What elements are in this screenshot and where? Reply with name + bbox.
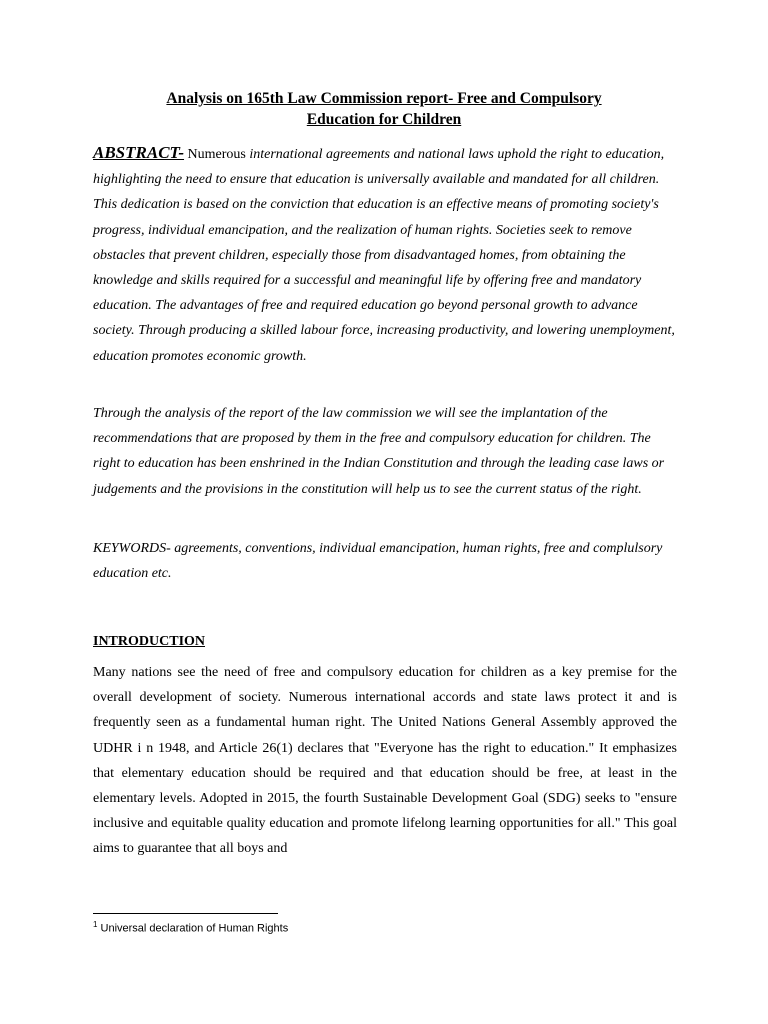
keywords-paragraph: KEYWORDS- agreements, conventions, individual emancipation, human rights, free and complulsory education etc. (93, 541, 663, 582)
footnote-marker: 1 (93, 920, 98, 929)
abstract-first-word: Numerous (184, 147, 250, 162)
abstract-label: ABSTRACT- (93, 143, 185, 162)
abstract-paragraph (93, 140, 677, 369)
analysis-paragraph: Through the analysis of the report of the law commission we will see the implantation of the recommendations that are proposed by them in the free and compulsory education for children. The right to education has been enshrined in the Indian Constitution and through the leading case laws or judgements and the provisions in the constitution will help us to see the current status of the right. (93, 406, 665, 497)
introduction-heading: INTRODUCTION (93, 634, 206, 649)
title-line-2: Education for Children (306, 111, 462, 128)
abstract-text: international agreements and national laws uphold the right to education, highlighting the need to ensure that education is universally available and mandated for all children. This dedication is based on the conviction that education is an effective means of promoting society's progress, individual emancipation, and the realization of human rights. Societies seek to remove obstacles that prevent children, especially those from disadvantaged homes, from obtaining the knowledge and skills required for a successful and meaningful life by offering free and mandatory education. The advantages of free and required education go beyond personal growth to advance society. Through producing a skilled labour force, increasing productivity, and lowering unemployment, education promotes economic growth. (93, 147, 675, 364)
title-line-1: Analysis on 165th Law Commission report- Free and Compulsory (166, 90, 602, 107)
footnote-divider (93, 913, 278, 914)
introduction-paragraph: Many nations see the need of free and compulsory education for children as a key premise for the overall development of society. Numerous international accords and state laws protect it and is frequently seen as a fundamental human right. The United Nations General Assembly approved the UDHR i n 1948, and Article 26(1) declares that "Everyone has the right to education." It emphasizes that elementary education should be required and that education should be free, at least in the elementary levels. Adopted in 2015, the fourth Sustainable Development Goal (SDG) seeks to "ensure inclusive and equitable quality education and promote lifelong learning opportunities for all." This goal aims to guarantee that all boys and (93, 665, 677, 857)
document-title (92, 88, 676, 130)
footnote-text: Universal declaration of Human Rights (97, 922, 289, 935)
footnote (93, 920, 288, 935)
